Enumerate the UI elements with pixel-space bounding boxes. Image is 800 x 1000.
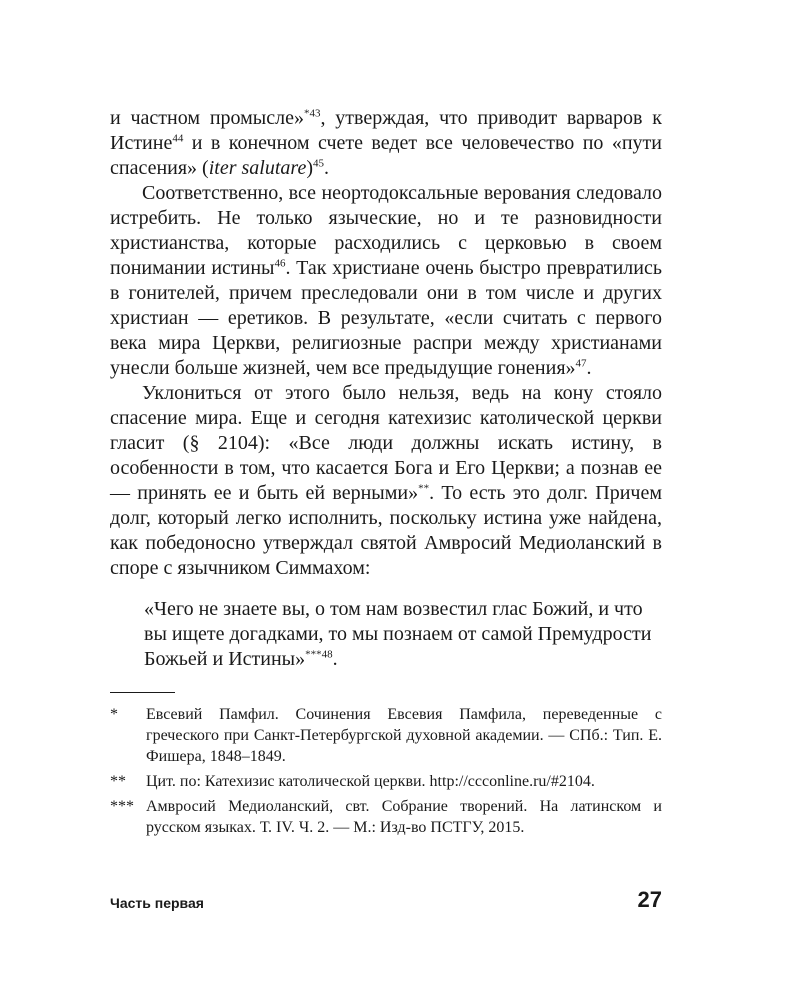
footnote-reference: 44 xyxy=(172,132,184,145)
footnote-mark: *** xyxy=(110,798,134,815)
footnote-text: Амвросий Медиоланский, свт. Собрание творений. На латинском и русском языках. Т. IV. Ч. 2. — М.: Изд-во ПСТГУ, 2015. xyxy=(146,798,662,836)
text-run: . xyxy=(586,357,592,379)
footnote-mark: ** xyxy=(110,773,126,790)
running-footer-section: Часть первая xyxy=(110,895,204,911)
text-run: , утверждая, что приводит варваров к Истине xyxy=(110,107,662,154)
text-run: и в конечном счете ведет все человечество по «пути спасения» ( xyxy=(110,132,662,179)
body-text xyxy=(110,106,662,581)
text-run: и частном промысле» xyxy=(110,107,304,129)
text-run: «Чего не знаете вы, о том нам возвестил глас Божий, и что вы ищете догадками, то мы познаем от самой Премудрости Божьей и Истины» xyxy=(144,598,652,670)
text-run: . Так христиане очень быстро превратились в гонителей, причем преследовали они в том числе и других христиан — еретиков. В результате, «если считать с первого века мира Церкви, религиозные распри между христианами унесли больше жизней, чем все предыдущие гонения» xyxy=(110,257,662,379)
page-number: 27 xyxy=(637,887,662,912)
paragraph-3 xyxy=(110,381,662,581)
paragraph-2 xyxy=(110,181,662,381)
footnotes xyxy=(110,704,662,842)
footnote-reference: 47 xyxy=(575,357,587,370)
footnote-1 xyxy=(110,704,662,767)
footnote-separator xyxy=(110,692,175,693)
footnote-reference: ** xyxy=(418,482,430,495)
footnote-text: Евсевий Памфил. Сочинения Евсевия Памфила, переведенные с греческого при Санкт-Петербургской духовной академии. — СПб.: Тип. Е. Фишера, 1848–1849. xyxy=(146,706,662,765)
text-run: Уклониться от этого было нельзя, ведь на кону стояло спасение мира. Еще и сегодня катехизис католической церкви гласит (§ 2104): «Все люди должны искать истину, в особенности в том, что касается Бога и Его Церкви; а познав ее — принять ее и быть ей верными» xyxy=(110,382,662,504)
text-run: ) xyxy=(306,157,313,179)
footnote-mark: * xyxy=(110,706,118,723)
footnote-reference: 46 xyxy=(274,257,286,270)
footnote-2 xyxy=(110,771,662,792)
text-run: . xyxy=(332,648,338,670)
block-quote xyxy=(144,597,664,672)
footnote-text: Цит. по: Катехизис католической церкви. http://ccconline.ru/#2104. xyxy=(146,773,595,790)
footnote-3 xyxy=(110,796,662,838)
text-run: . То есть это долг. Причем долг, который легко исполнить, поскольку истина уже найдена, как победоносно утверждал святой Амвросий Медиоланский в споре с язычником Симмахом: xyxy=(110,482,663,579)
text-run: . xyxy=(324,157,329,179)
quote-text xyxy=(144,597,664,672)
text-run: Соответственно, все неортодоксальные верования следовало истребить. Не только языческие, но и те разновидности христианства, которые расходились с церковью в своем понимании истины xyxy=(110,182,662,279)
footnote-reference: 45 xyxy=(313,157,324,170)
paragraph-1 xyxy=(110,106,662,181)
latin-term: iter salutare xyxy=(208,157,307,179)
footnote-reference: ***48 xyxy=(305,648,333,661)
footnote-reference: *43 xyxy=(303,107,321,120)
